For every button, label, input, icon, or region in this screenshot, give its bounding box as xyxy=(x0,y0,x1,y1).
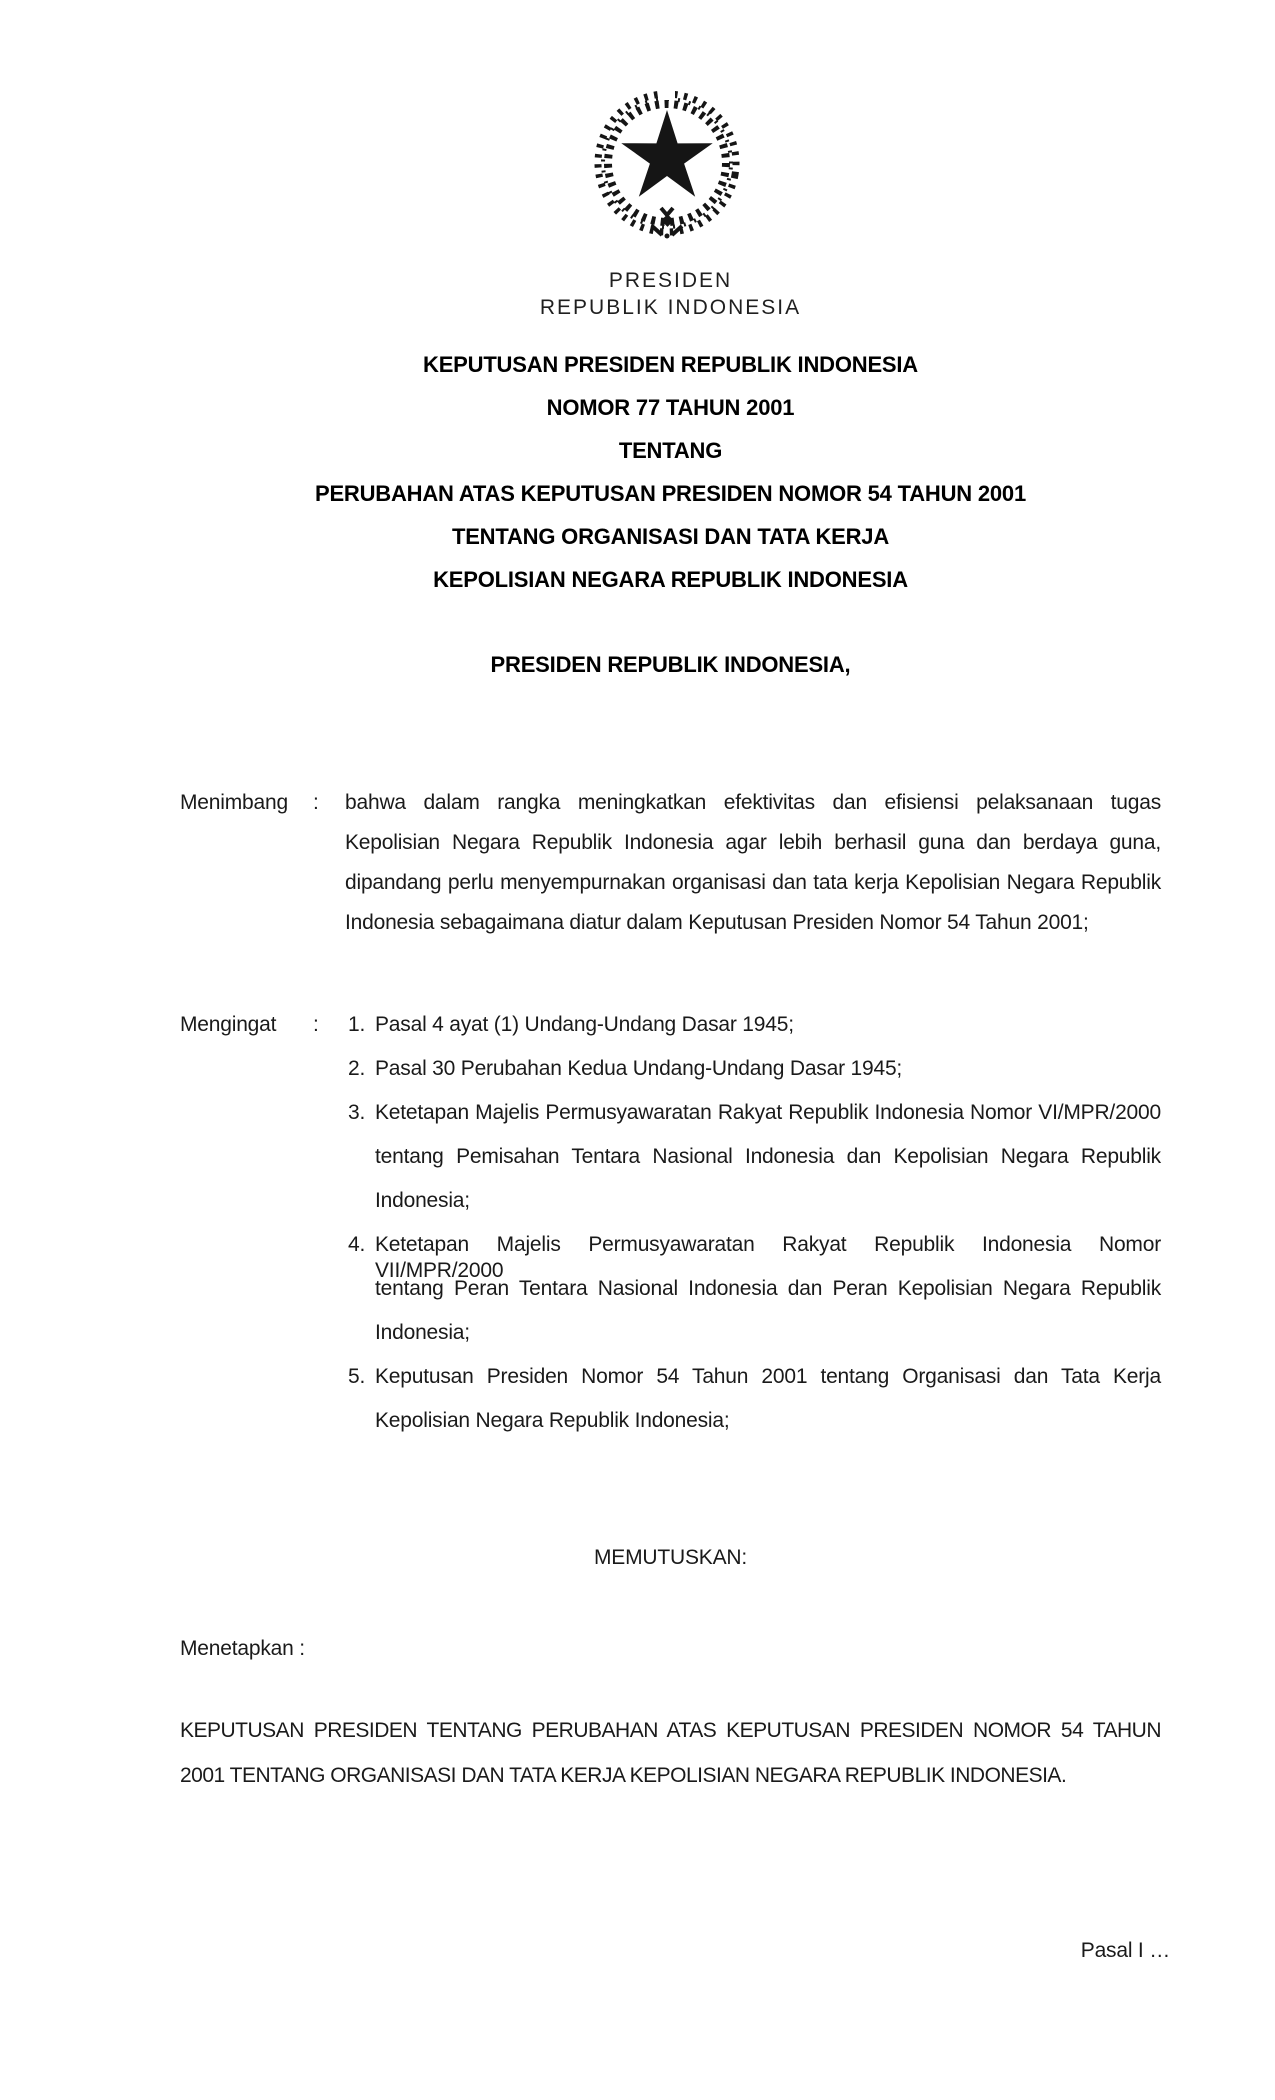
decision-line: KEPUTUSAN PRESIDEN TENTANG PERUBAHAN ATAS KEPUTUSAN PRESIDEN NOMOR 54 TAHUN xyxy=(180,1719,1161,1742)
mengingat-item-number: 4. xyxy=(348,1233,366,1256)
decree-title-line-3: TENTANG xyxy=(618,438,723,463)
letterhead-line-republik: REPUBLIK INDONESIA xyxy=(539,296,802,319)
mengingat-item-number: 3. xyxy=(348,1101,366,1124)
memutuskan-heading: MEMUTUSKAN: xyxy=(594,1546,747,1569)
menimbang-colon: : xyxy=(313,791,319,814)
decree-title-line-2: NOMOR 77 TAHUN 2001 xyxy=(546,395,795,420)
catchword-pasal: Pasal I … xyxy=(1080,1939,1170,1962)
letterhead-line-presiden: PRESIDEN xyxy=(608,269,733,292)
decree-title-line-4: PERUBAHAN ATAS KEPUTUSAN PRESIDEN NOMOR 54 TAHUN 2001 xyxy=(314,481,1027,506)
mengingat-item-line: tentang Pemisahan Tentara Nasional Indonesia dan Kepolisian Negara Republik xyxy=(375,1145,1161,1168)
presidential-seal-icon xyxy=(582,78,752,248)
menimbang-label: Menimbang xyxy=(180,791,288,814)
mengingat-item-line: Kepolisian Negara Republik Indonesia; xyxy=(375,1409,730,1432)
salutation: PRESIDEN REPUBLIK INDONESIA, xyxy=(490,652,851,677)
mengingat-item-line: tentang Peran Tentara Nasional Indonesia dan Peran Kepolisian Negara Republik xyxy=(375,1277,1161,1300)
menetapkan-label: Menetapkan : xyxy=(180,1637,305,1660)
decree-title-line-5: TENTANG ORGANISASI DAN TATA KERJA xyxy=(451,524,890,549)
mengingat-item-line: Indonesia; xyxy=(375,1189,470,1212)
mengingat-item-number: 5. xyxy=(348,1365,366,1388)
mengingat-item-number: 2. xyxy=(348,1057,366,1080)
decision-line: 2001 TENTANG ORGANISASI DAN TATA KERJA KEPOLISIAN NEGARA REPUBLIK INDONESIA. xyxy=(180,1764,1067,1787)
mengingat-item-line: Keputusan Presiden Nomor 54 Tahun 2001 tentang Organisasi dan Tata Kerja xyxy=(375,1365,1161,1388)
mengingat-item-line: Ketetapan Majelis Permusyawaratan Rakyat Republik Indonesia Nomor VII/MPR/2000 xyxy=(375,1233,1161,1282)
mengingat-colon: : xyxy=(313,1013,319,1036)
decree-title-line-1: KEPUTUSAN PRESIDEN REPUBLIK INDONESIA xyxy=(423,352,918,377)
menimbang-line: Indonesia sebagaimana diatur dalam Keputusan Presiden Nomor 54 Tahun 2001; xyxy=(345,911,1089,934)
mengingat-item-line: Indonesia; xyxy=(375,1321,470,1344)
menimbang-line: bahwa dalam rangka meningkatkan efektivitas dan efisiensi pelaksanaan tugas xyxy=(345,791,1161,814)
mengingat-item-line: Pasal 4 ayat (1) Undang-Undang Dasar 1945; xyxy=(375,1013,794,1036)
mengingat-item-line: Pasal 30 Perubahan Kedua Undang-Undang Dasar 1945; xyxy=(375,1057,903,1080)
menimbang-line: dipandang perlu menyempurnakan organisasi dan tata kerja Kepolisian Negara Republik xyxy=(345,871,1161,894)
mengingat-item-number: 1. xyxy=(348,1013,366,1036)
decree-title-line-6: KEPOLISIAN NEGARA REPUBLIK INDONESIA xyxy=(433,567,908,592)
mengingat-item-line: Ketetapan Majelis Permusyawaratan Rakyat Republik Indonesia Nomor VI/MPR/2000 xyxy=(375,1101,1161,1124)
menimbang-line: Kepolisian Negara Republik Indonesia agar lebih berhasil guna dan berdaya guna, xyxy=(345,831,1161,854)
mengingat-label: Mengingat xyxy=(180,1013,277,1036)
